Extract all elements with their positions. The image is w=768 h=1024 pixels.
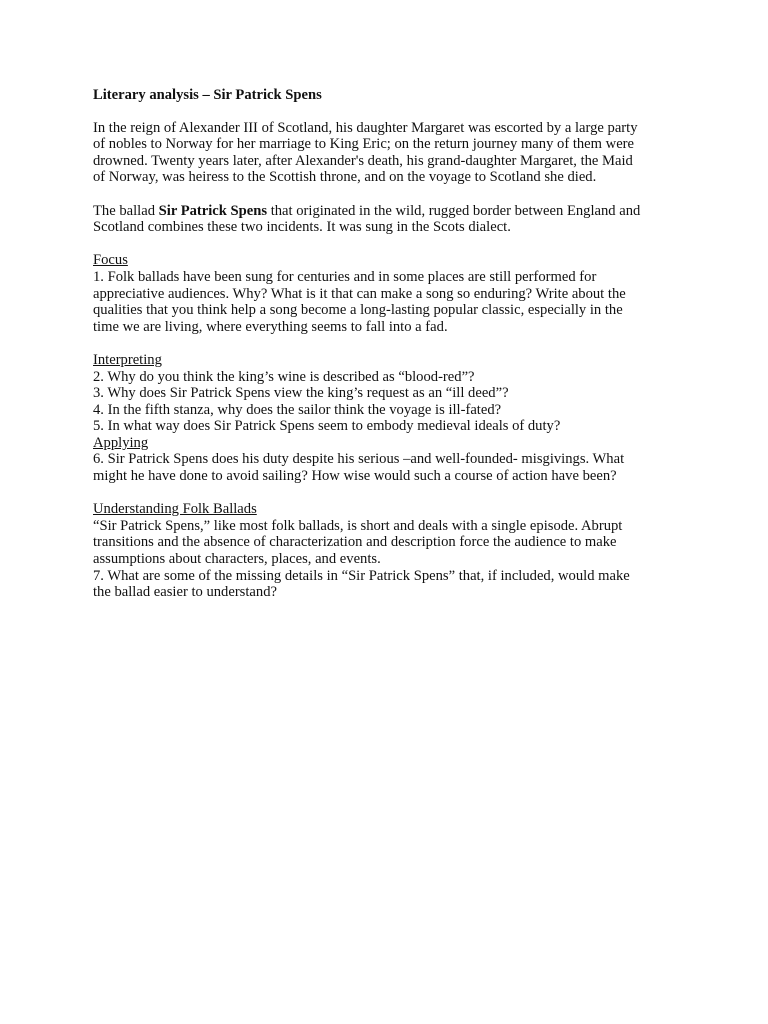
question-line: 4. In the fifth stanza, why does the sailor think the voyage is ill-fated?	[93, 401, 502, 418]
question-line: 3. Why does Sir Patrick Spens view the king’s request as an “ill deed”?	[93, 385, 509, 402]
paragraph-gap	[93, 485, 693, 502]
ballad-line	[93, 203, 693, 220]
focus-line: appreciative audiences. Why? What is it that can make a song so enduring? Write about the	[93, 285, 626, 302]
ballad-text-after: that originated in the wild, rugged border between England and	[267, 202, 641, 219]
intro-line: of nobles to Norway for her marriage to King Eric; on the return journey many of them were	[93, 136, 635, 153]
question-line: might he have done to avoid sailing? How wise would such a course of action have been?	[93, 468, 617, 485]
question-line: 7. What are some of the missing details in “Sir Patrick Spens” that, if included, would make	[93, 567, 630, 584]
applying-section	[93, 435, 693, 485]
paragraph-gap	[93, 335, 693, 352]
paragraph-gap	[93, 236, 693, 253]
ballad-title-bold: Sir Patrick Spens	[158, 202, 268, 219]
focus-line: qualities that you think help a song become a long-lasting popular classic, especially in the	[93, 302, 623, 319]
understanding-heading: Understanding Folk Ballads	[93, 501, 257, 518]
understanding-line: “Sir Patrick Spens,” like most folk ballads, is short and deals with a single episode. Abrupt	[93, 517, 623, 534]
paragraph-gap	[93, 186, 693, 203]
interpreting-heading: Interpreting	[93, 351, 162, 368]
interpreting-section	[93, 352, 693, 435]
document-page	[93, 87, 693, 601]
ballad-paragraph	[93, 203, 693, 236]
question-line: 6. Sir Patrick Spens does his duty despite his serious –and well-founded- misgivings. What	[93, 451, 625, 468]
question-line: the ballad easier to understand?	[93, 584, 277, 601]
ballad-text-before: The ballad	[93, 202, 159, 219]
intro-line: In the reign of Alexander III of Scotland, his daughter Margaret was escorted by a large party	[93, 119, 638, 136]
focus-line: 1. Folk ballads have been sung for centuries and in some places are still performed for	[93, 268, 597, 285]
ballad-line: Scotland combines these two incidents. It was sung in the Scots dialect.	[93, 219, 511, 236]
focus-heading: Focus	[93, 252, 128, 269]
question-line: 2. Why do you think the king’s wine is described as “blood-red”?	[93, 368, 475, 385]
understanding-line: transitions and the absence of characterization and description force the audience to make	[93, 534, 617, 551]
focus-section	[93, 252, 693, 335]
document-title: Literary analysis – Sir Patrick Spens	[93, 87, 322, 103]
intro-line: drowned. Twenty years later, after Alexander's death, his grand-daughter Margaret, the Maid	[93, 152, 633, 169]
intro-paragraph	[93, 120, 693, 186]
applying-heading: Applying	[93, 434, 149, 451]
focus-line: time we are living, where everything seems to fall into a fad.	[93, 318, 448, 335]
question-line: 5. In what way does Sir Patrick Spens seem to embody medieval ideals of duty?	[93, 418, 561, 435]
understanding-line: assumptions about characters, places, and events.	[93, 551, 381, 568]
intro-line: of Norway, was heiress to the Scottish throne, and on the voyage to Scotland she died.	[93, 169, 597, 186]
understanding-section	[93, 501, 693, 601]
